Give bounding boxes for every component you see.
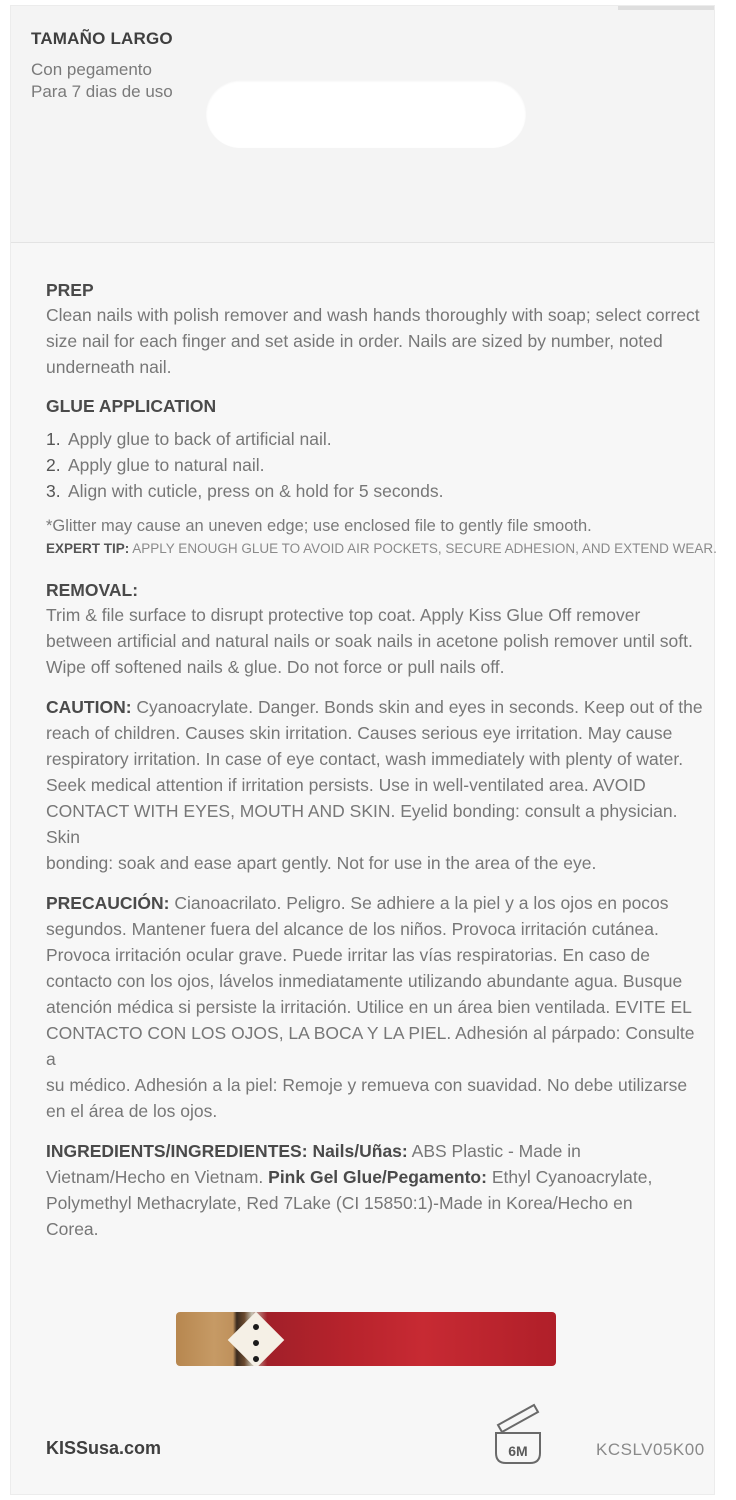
glue-heading: GLUE APPLICATION xyxy=(46,396,217,416)
removal-line: between artificial and natural nails or soak nails in acetone polish remover until soft. xyxy=(46,631,693,651)
caution-line: CONTACT WITH EYES, MOUTH AND SKIN. Eyelid bonding: consult a physician. Skin xyxy=(46,801,678,847)
precaucion-line: PRECAUCIÓN: Cianoacrilato. Peligro. Se adhiere a la piel y a los ojos en pocos xyxy=(46,893,669,913)
removal-line: Wipe off softened nails & glue. Do not force or pull nails off. xyxy=(46,657,505,677)
expert-tip xyxy=(46,538,717,560)
precaucion-section xyxy=(46,890,708,1124)
prep-heading: PREP xyxy=(46,280,94,300)
website-url: KISSusa.com xyxy=(46,1438,162,1458)
precaucion-line: Provoca irritación ocular grave. Puede irritar las vías respiratorias. En caso de xyxy=(46,945,651,965)
open-jar-icon xyxy=(490,1403,546,1467)
corner-shade xyxy=(618,6,714,10)
glue-section xyxy=(46,394,717,560)
nail-pattern-dot xyxy=(253,1356,259,1362)
expert-tip-label: EXPERT TIP: xyxy=(46,541,130,556)
prep-line: underneath nail. xyxy=(46,357,172,377)
ingredients-line: Polymethyl Methacrylate, Red 7Lake (CI 15850:1)-Made in Korea/Hecho en xyxy=(46,1193,633,1213)
product-code: KCSLV05K00 xyxy=(596,1440,705,1459)
precaucion-line: atención médica si persiste la irritación. Utilice en un área bien ventilada. EVITE EL xyxy=(46,997,692,1017)
removal-line: Trim & file surface to disrupt protective top coat. Apply Kiss Glue Off remover xyxy=(46,605,641,625)
ingredients-line: INGREDIENTS/INGREDIENTES: Nails/Uñas: ABS Plastic - Made in xyxy=(46,1141,581,1161)
hang-hole xyxy=(206,80,526,148)
nails-label: Nails/Uñas: xyxy=(312,1141,408,1161)
list-item: 3. Align with cuticle, press on & hold for 5 seconds. xyxy=(46,481,444,501)
glitter-note: *Glitter may cause an uneven edge; use enclosed file to gently file smooth. xyxy=(46,517,592,535)
list-item: 2. Apply glue to natural nail. xyxy=(46,455,265,475)
precaucion-line: CONTACTO CON LOS OJOS, LA BOCA Y LA PIEL. Adhesión al párpado: Consulte a xyxy=(46,1023,695,1069)
ingredients-line: Corea. xyxy=(46,1219,99,1239)
prep-line: Clean nails with polish remover and wash hands thoroughly with soap; select correct xyxy=(46,305,700,325)
prep-section xyxy=(46,278,708,380)
list-item: 1. Apply glue to back of artificial nail. xyxy=(46,429,332,449)
precaucion-line: su médico. Adhesión a la piel: Remoje y remueva con suavidad. No debe utilizarse xyxy=(46,1075,688,1095)
caution-line: respiratory irritation. In case of eye contact, wash immediately with plenty of water. xyxy=(46,749,684,769)
caution-line: reach of children. Causes skin irritation. Causes serious eye irritation. May cause xyxy=(46,723,673,743)
precaucion-line: segundos. Mantener fuera del alcance de los niños. Provoca irritación cutánea. xyxy=(46,919,659,939)
caution-line: bonding: soak and ease apart gently. Not for use in the area of the eye. xyxy=(46,853,597,873)
caution-line: Seek medical attention if irritation persists. Use in well-ventilated area. AVOID xyxy=(46,775,646,795)
size-title: TAMAÑO LARGO xyxy=(31,29,173,48)
glue-included-line: Con pegamento xyxy=(31,60,152,79)
pao-label: 6M xyxy=(508,1443,528,1459)
wear-days-line: Para 7 dias de uso xyxy=(31,82,173,101)
ingredients-line: Vietnam/Hecho en Vietnam. Pink Gel Glue/Pegamento: Ethyl Cyanoacrylate, xyxy=(46,1167,653,1187)
removal-section xyxy=(46,578,708,680)
removal-heading: REMOVAL: xyxy=(46,580,139,600)
prep-line: size nail for each finger and set aside in order. Nails are sized by number, noted xyxy=(46,331,663,351)
nail-pattern-dot xyxy=(253,1340,259,1346)
caution-line: CAUTION: Cyanoacrylate. Danger. Bonds skin and eyes in seconds. Keep out of the xyxy=(46,697,703,717)
caution-section xyxy=(46,694,708,876)
precaucion-label: PRECAUCIÓN: xyxy=(46,893,170,913)
precaucion-line: en el área de los ojos. xyxy=(46,1101,218,1121)
instructions xyxy=(46,278,717,1242)
expert-tip-text: APPLY ENOUGH GLUE TO AVOID AIR POCKETS, SECURE ADHESION, AND EXTEND WEAR. xyxy=(132,541,717,556)
ingredients-section xyxy=(46,1138,708,1242)
precaucion-line: contacto con los ojos, lávelos inmediatamente utilizando abundante agua. Busque xyxy=(46,971,683,991)
caution-label: CAUTION: xyxy=(46,697,132,717)
glue-label: Pink Gel Glue/Pegamento: xyxy=(268,1167,487,1187)
nail-pattern-dot xyxy=(253,1324,259,1330)
product-window xyxy=(176,1312,556,1366)
glue-steps xyxy=(46,426,708,504)
ingredients-label: INGREDIENTS/INGREDIENTES: xyxy=(46,1141,308,1161)
